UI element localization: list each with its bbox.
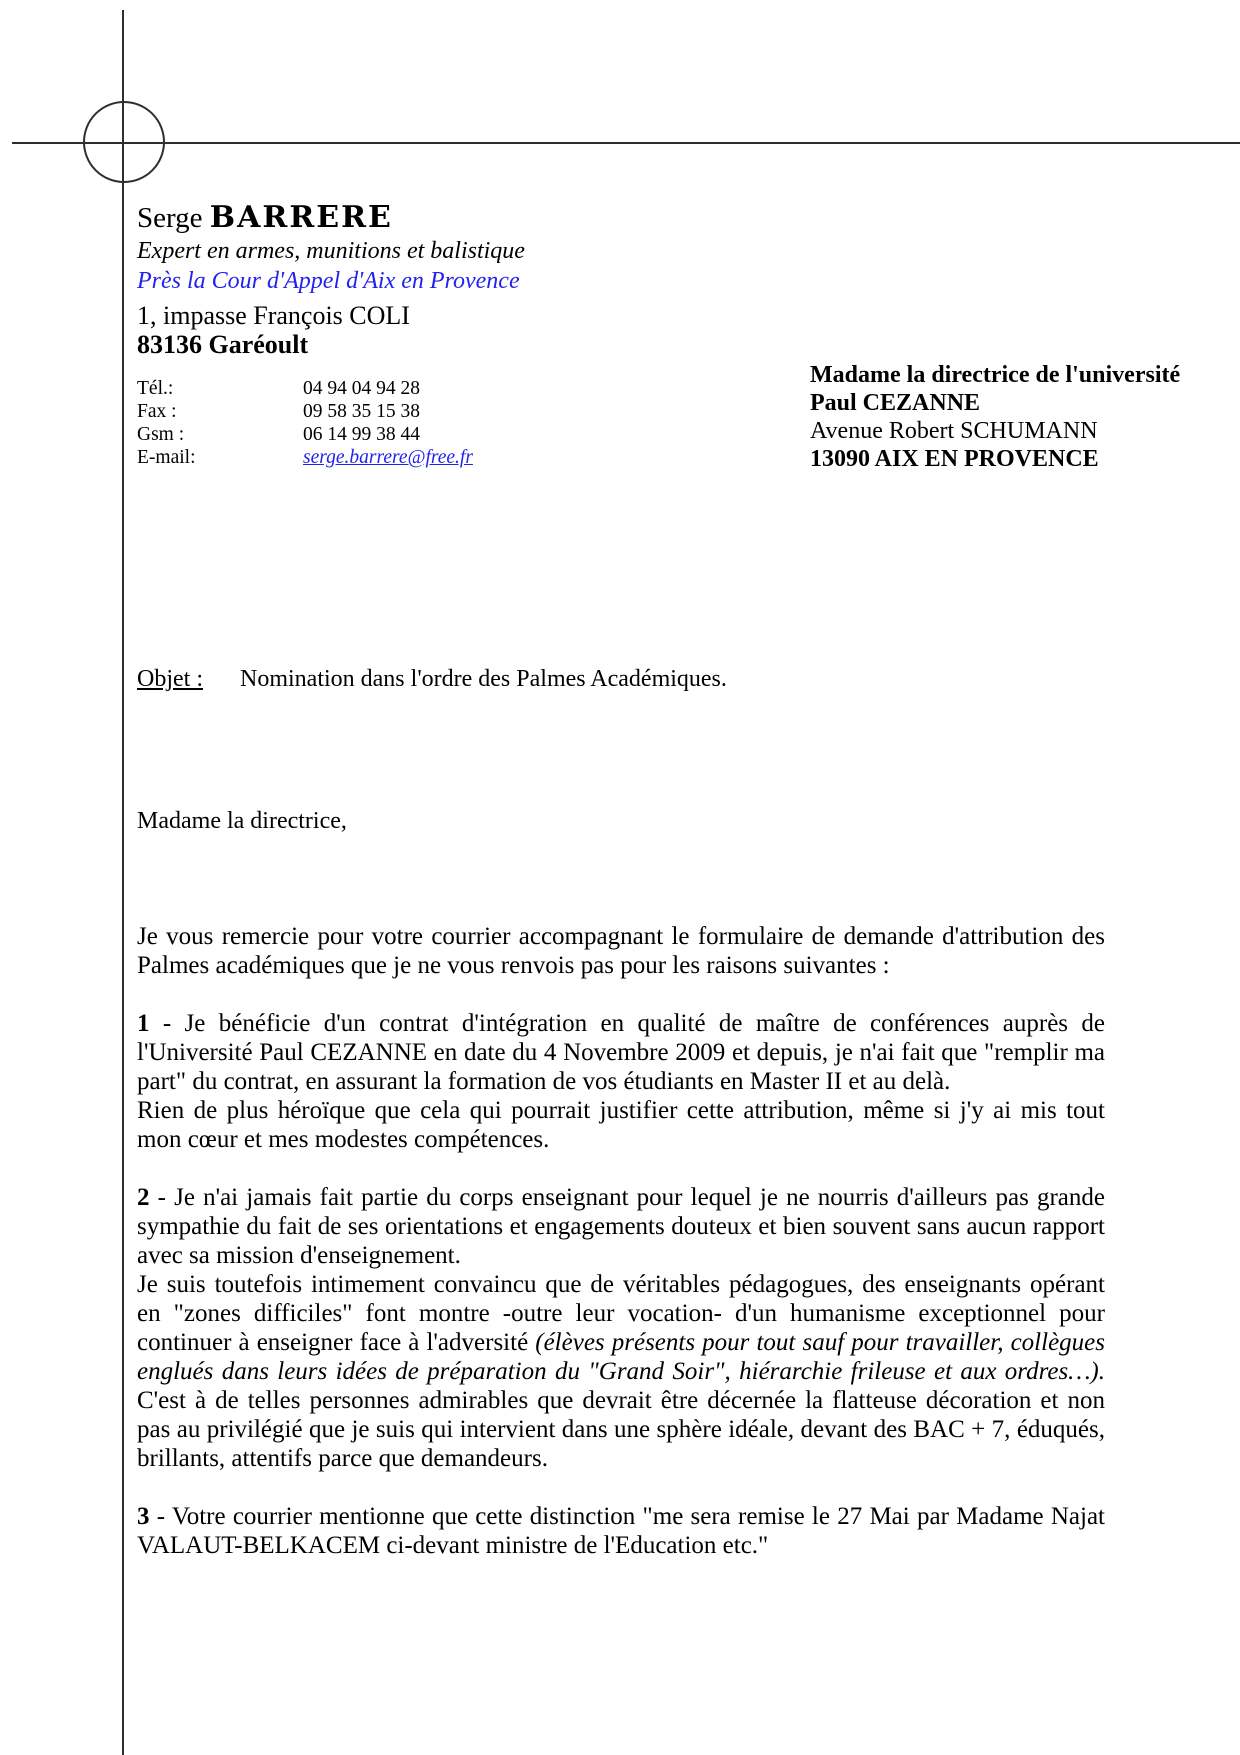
body-paragraph-1 <box>137 1009 1105 1096</box>
point-2b-text-start: Je suis toutefois intimement convaincu que de véritables pédagogues, des enseignants opérant en "zones difficiles" font montre -outre leur vocation- d'un humanisme exceptionnel pour continuer à enseigner face à l'adversité <box>137 1271 1105 1356</box>
contact-row-gsm <box>137 423 473 446</box>
point-1-number: 1 <box>137 1010 150 1037</box>
fax-label: Fax : <box>137 401 177 422</box>
left-margin-rule <box>122 10 124 1755</box>
point-2-number: 2 <box>137 1184 150 1211</box>
subject-line <box>137 666 727 693</box>
subject-label: Objet : <box>137 666 203 692</box>
point-3-text: - Votre courrier mentionne que cette distinction "me sera remise le 27 Mai par Madame Najat VALAUT-BELKACEM ci-devant ministre de l'Education etc." <box>137 1503 1105 1559</box>
recipient-line-3: Avenue Robert SCHUMANN <box>810 418 1098 444</box>
sender-last-name: BARRERE <box>209 200 393 235</box>
recipient-line-2: Paul CEZANNE <box>810 390 981 416</box>
sender-city: 83136 Garéoult <box>137 330 309 359</box>
body-paragraph-1b: Rien de plus héroïque que cela qui pourrait justifier cette attribution, même si j'y ai mis tout mon cœur et mes modestes compétences. <box>137 1097 1105 1153</box>
fax-value: 09 58 35 15 38 <box>303 401 420 422</box>
sender-contact-block <box>137 377 473 469</box>
contact-row-tel <box>137 377 473 400</box>
sender-profession: Expert en armes, munitions et balistique <box>137 238 525 264</box>
tel-label: Tél.: <box>137 378 174 399</box>
point-2-text: - Je n'ai jamais fait partie du corps enseignant pour lequel je ne nourris d'ailleurs pas grande sympathie du fait de ses orientations et engagements douteux et bien souvent sans aucun rapport avec sa mission d'enseignement. <box>137 1184 1105 1269</box>
registration-mark-circle <box>83 101 165 183</box>
body-paragraph-2 <box>137 1183 1105 1270</box>
body-paragraph-2b <box>137 1270 1105 1473</box>
recipient-line-4: 13090 AIX EN PROVENCE <box>810 446 1099 472</box>
email-link[interactable]: serge.barrere@free.fr <box>303 447 473 468</box>
point-1-text: - Je bénéficie d'un contrat d'intégration en qualité de maître de conférences auprès de l'Université Paul CEZANNE en date du 4 Novembre 2009 et depuis, je n'ai fait que "remplir ma part" du contrat, en assurant la formation de vos étudiants en Master II et au delà. <box>137 1010 1105 1095</box>
sender-court-line: Près la Cour d'Appel d'Aix en Provence <box>137 268 520 294</box>
sender-name <box>137 202 393 234</box>
subject-text: Nomination dans l'ordre des Palmes Académiques. <box>240 666 727 692</box>
point-2b-italic-aside: (élèves présents pour tout sauf pour travailler, collègues englués dans leurs idées de préparation du "Grand Soir", hiérarchie frileuse et aux ordres…). <box>137 1329 1105 1385</box>
salutation: Madame la directrice, <box>137 808 347 834</box>
contact-row-email <box>137 446 473 469</box>
contact-row-fax <box>137 400 473 423</box>
body-paragraph-3 <box>137 1502 1105 1560</box>
recipient-line-1: Madame la directrice de l'université <box>810 362 1181 388</box>
recipient-address-block <box>810 361 1180 473</box>
gsm-label: Gsm : <box>137 424 185 445</box>
top-margin-rule <box>12 142 1240 144</box>
point-3-number: 3 <box>137 1503 150 1530</box>
point-2b-text-end: C'est à de telles personnes admirables que devrait être décernée la flatteuse décoration et non pas au privilégié que je suis qui intervient dans une sphère idéale, devant des BAC + 7, éduqués, brillants, attentifs parce que demandeurs. <box>137 1387 1105 1472</box>
tel-value: 04 94 04 94 28 <box>303 378 420 399</box>
email-label: E-mail: <box>137 447 196 468</box>
letter-body <box>137 922 1105 1589</box>
gsm-value: 06 14 99 38 44 <box>303 424 420 445</box>
sender-first-name: Serge <box>137 202 210 234</box>
sender-street: 1, impasse François COLI <box>137 301 410 330</box>
body-paragraph-intro: Je vous remercie pour votre courrier accompagnant le formulaire de demande d'attribution des Palmes académiques que je ne vous renvois pas pour les raisons suivantes : <box>137 923 1105 979</box>
